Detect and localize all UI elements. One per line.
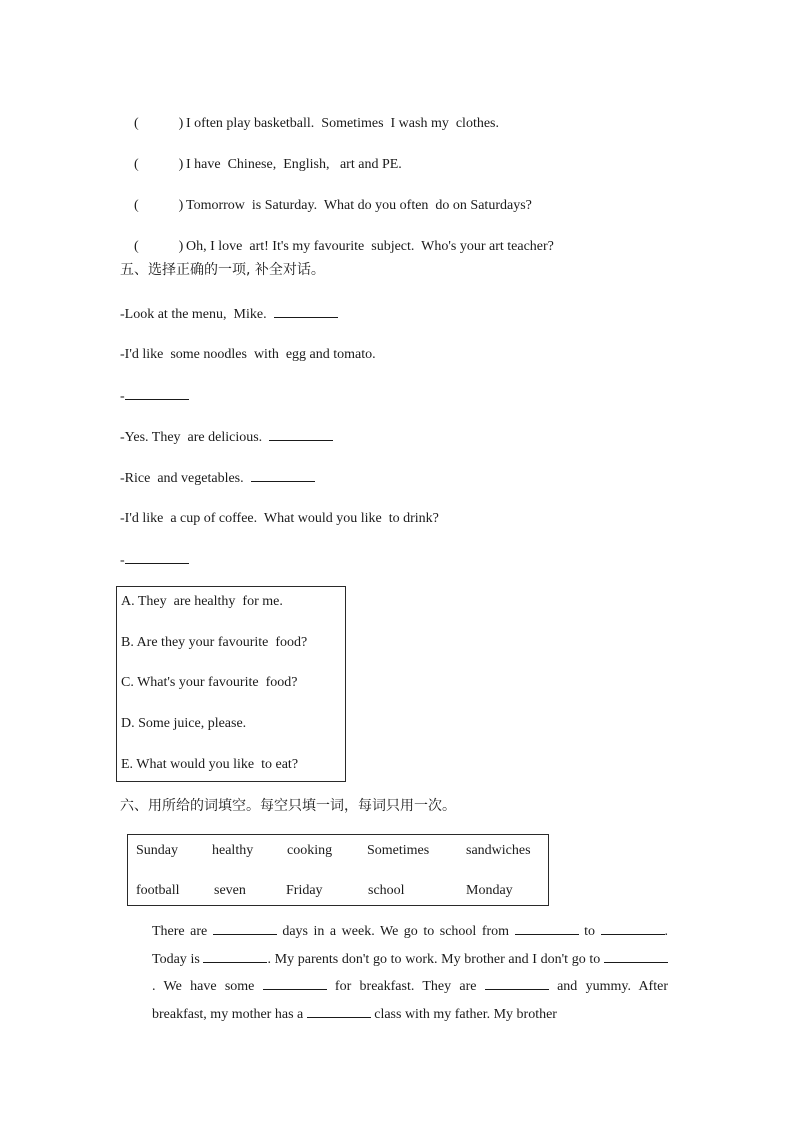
passage-blank[interactable]	[485, 977, 549, 990]
answer-bracket[interactable]: ( )	[134, 239, 184, 254]
option-b: B. Are they your favourite food?	[121, 635, 308, 650]
dialogue-blank[interactable]	[251, 469, 315, 482]
word-bank-item: cooking	[287, 843, 333, 858]
word-bank-item: healthy	[212, 843, 254, 858]
matching-text: Tomorrow is Saturday. What do you often do on Saturdays?	[186, 198, 532, 213]
section-6-heading: 六、用所给的词填空。每空只填一词，每词只用一次。	[120, 798, 456, 814]
dialogue-line-7: -	[120, 551, 189, 570]
dialogue-line-5: -Rice and vegetables.	[120, 469, 315, 488]
word-bank-item: sandwiches	[466, 843, 531, 858]
options-box	[116, 586, 346, 782]
word-bank-item: seven	[214, 883, 246, 898]
word-bank-item: Friday	[286, 883, 323, 898]
dialogue-line-4: -Yes. They are delicious.	[120, 428, 333, 447]
word-bank-item: Sunday	[136, 843, 178, 858]
option-a: A. They are healthy for me.	[121, 594, 283, 609]
word-bank-item: Sometimes	[367, 843, 430, 858]
option-c: C. What's your favourite food?	[121, 675, 298, 690]
dialogue-blank[interactable]	[125, 387, 189, 400]
answer-bracket[interactable]: ( )	[134, 198, 184, 213]
passage-blank[interactable]	[213, 922, 277, 935]
dialogue-line-6: -I'd like a cup of coffee. What would you like to drink?	[120, 511, 439, 526]
passage-blank[interactable]	[515, 922, 579, 935]
passage-blank[interactable]	[203, 950, 267, 963]
passage-blank[interactable]	[307, 1005, 371, 1018]
answer-bracket[interactable]: ( )	[134, 157, 184, 172]
dialogue-line-3: -	[120, 387, 189, 406]
answer-bracket[interactable]: ( )	[134, 116, 184, 131]
cloze-passage: There are days in a week. We go to school from to . Today is . My parents don't go to work. My brother and I don't go to . We have some for breakfast. They are and yummy. After breakfast, my mother has a class with my father. My brother	[152, 924, 669, 1022]
matching-text: Oh, I love art! It's my favourite subject. Who's your art teacher?	[186, 239, 554, 254]
option-e: E. What would you like to eat?	[121, 757, 299, 772]
word-bank-item: school	[368, 883, 405, 898]
dialogue-line-2: -I'd like some noodles with egg and tomato.	[120, 347, 376, 362]
matching-text: I often play basketball. Sometimes I wash my clothes.	[186, 116, 499, 131]
passage-blank[interactable]	[604, 950, 668, 963]
word-bank	[127, 834, 549, 906]
dialogue-blank[interactable]	[274, 305, 338, 318]
word-bank-item: Monday	[466, 883, 513, 898]
dialogue-line-1: -Look at the menu, Mike.	[120, 305, 338, 324]
option-d: D. Some juice, please.	[121, 716, 247, 731]
matching-text: I have Chinese, English, art and PE.	[186, 157, 402, 172]
passage-blank[interactable]	[263, 977, 327, 990]
passage-blank[interactable]	[601, 922, 665, 935]
dialogue-blank[interactable]	[269, 428, 333, 441]
dialogue-blank[interactable]	[125, 551, 189, 564]
word-bank-item: football	[136, 883, 180, 898]
section-5-heading: 五、选择正确的一项, 补全对话。	[120, 262, 325, 278]
